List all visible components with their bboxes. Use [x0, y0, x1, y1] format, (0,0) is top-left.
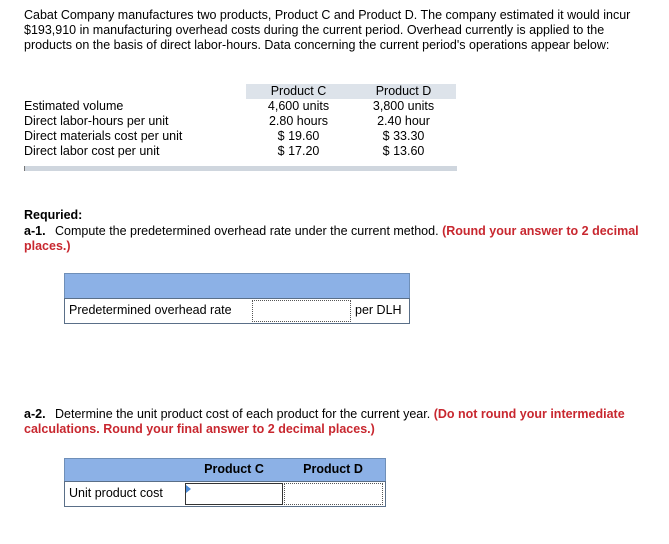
overhead-rate-input[interactable]	[252, 300, 351, 322]
row-label: Estimated volume	[24, 99, 124, 113]
header-product-d: Product D	[351, 84, 456, 99]
focus-marker-icon	[186, 485, 191, 493]
cell-product-d: $ 33.30	[382, 129, 425, 143]
column-header-product-d: Product D	[303, 462, 363, 476]
table-header-row	[24, 84, 456, 99]
question-number: a-2.	[24, 407, 46, 421]
cell-product-d: 2.40 hour	[377, 114, 430, 128]
per-dlh-unit: per DLH	[355, 303, 402, 317]
table-bottom-rule	[24, 166, 457, 171]
question-a2	[24, 407, 644, 437]
question-a1	[24, 224, 644, 254]
cell-product-d: $ 13.60	[382, 144, 425, 158]
problem-intro: Cabat Company manufactures two products, Product C and Product D. The company estimated it would incur $193,910 in manufacturing overhead costs during the current period. Overhead currently is applied to the products on the basis of direct labor-hours. Data concerning the current period's operations appear below:	[24, 8, 631, 52]
row-label: Direct materials cost per unit	[24, 129, 183, 143]
product-data-table	[24, 84, 456, 159]
cell-product-c: $ 17.20	[277, 144, 320, 158]
table-row	[24, 114, 456, 129]
cell-product-c: 2.80 hours	[268, 114, 329, 128]
row-label: Direct labor-hours per unit	[24, 114, 169, 128]
question-number: a-1.	[24, 224, 46, 238]
table-row	[24, 129, 456, 144]
column-header-product-c: Product C	[204, 462, 264, 476]
header-product-c: Product C	[246, 84, 351, 99]
answer-header-bar	[64, 273, 410, 299]
unit-cost-product-c-input[interactable]	[185, 483, 283, 505]
cell-product-c: 4,600 units	[267, 99, 330, 113]
table-row	[24, 99, 456, 114]
unit-cost-product-d-input[interactable]	[284, 483, 383, 505]
question-text: Compute the predetermined overhead rate under the current method.	[55, 224, 439, 238]
cell-product-c: $ 19.60	[277, 129, 320, 143]
cell-product-d: 3,800 units	[372, 99, 435, 113]
question-note: (Round your answer to 2 decimal places.)	[24, 224, 639, 253]
table-row	[24, 144, 456, 159]
question-note: (Do not round your intermediate calculations. Round your final answer to 2 decimal places.)	[24, 407, 625, 436]
question-text: Determine the unit product cost of each product for the current year.	[55, 407, 431, 421]
required-heading: Requried:	[24, 208, 83, 222]
overhead-rate-label: Predetermined overhead rate	[69, 303, 232, 317]
unit-product-cost-label: Unit product cost	[69, 486, 163, 500]
row-label: Direct labor cost per unit	[24, 144, 160, 158]
